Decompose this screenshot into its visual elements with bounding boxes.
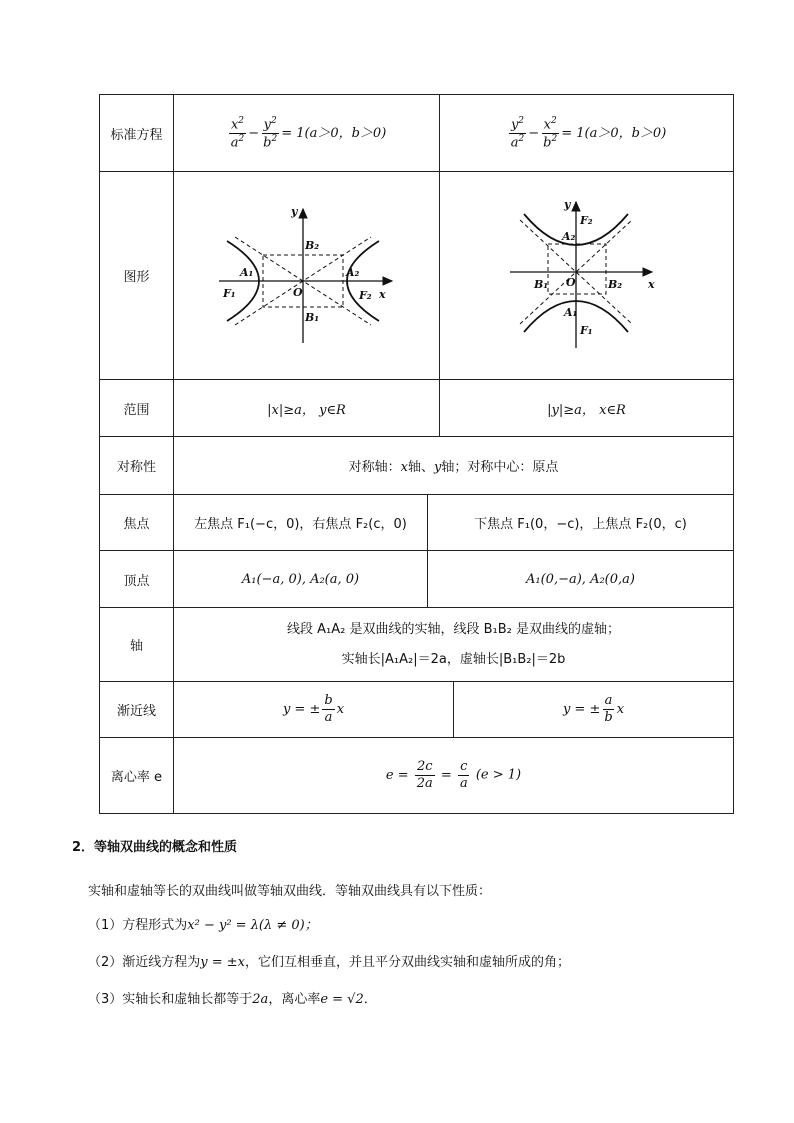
row-asymptote bbox=[100, 682, 734, 738]
property-2: （2）渐近线方程为y = ±x，它们互相垂直，并且平分双曲线实轴和虚轴所成的角； bbox=[88, 955, 571, 970]
row-label: 范围 bbox=[100, 380, 174, 437]
b1-label: B₁ bbox=[304, 310, 319, 324]
axis-line-1: 线段 A₁A₂ 是双曲线的实轴，线段 B₁B₂ 是双曲线的虚轴； bbox=[287, 621, 620, 637]
hyperbola-properties-table bbox=[99, 94, 734, 814]
origin-label: O bbox=[565, 275, 576, 289]
b1-label: B₁ bbox=[533, 277, 548, 291]
asymptote-horizontal: y = ± $\frac{b}{a}$ x bbox=[174, 682, 454, 738]
property-3: （3）实轴长和虚轴长都等于2a，离心率e = √2． bbox=[88, 992, 377, 1007]
a1-label: A₁ bbox=[563, 305, 577, 319]
row-range bbox=[100, 380, 734, 437]
origin-label: O bbox=[292, 285, 303, 299]
a1-label: A₁ bbox=[239, 265, 253, 279]
axis-text bbox=[174, 608, 734, 682]
row-eccentricity bbox=[100, 738, 734, 814]
vertex-horizontal: A₁(−a, 0), A₂(a, 0) bbox=[174, 551, 428, 608]
a2-label: A₂ bbox=[561, 229, 575, 243]
symmetry-text: 对称轴：x轴、y轴；对称中心：原点 bbox=[174, 437, 734, 495]
hyperbola-vertical-figure bbox=[502, 196, 672, 356]
range-vertical: |y|≥a， x∈R bbox=[440, 380, 734, 437]
x-axis-label: x bbox=[378, 287, 386, 301]
f2-label: F₂ bbox=[358, 288, 372, 302]
eccentricity-formula: e = $\frac{2c}{2a}$ = $\frac{c}{a}$ (e > 1) bbox=[174, 738, 734, 814]
graph-horizontal-cell bbox=[174, 172, 440, 380]
equation-condition: 1(a＞0，b＞0) bbox=[576, 125, 667, 141]
range-horizontal: |x|≥a， y∈R bbox=[174, 380, 440, 437]
row-label: 图形 bbox=[100, 172, 174, 380]
row-foci bbox=[100, 495, 734, 551]
row-symmetry bbox=[100, 437, 734, 495]
row-vertex bbox=[100, 551, 734, 608]
row-label: 焦点 bbox=[100, 495, 174, 551]
x-axis-label: x bbox=[647, 277, 655, 291]
section-2-title: 2．等轴双曲线的概念和性质 bbox=[72, 840, 238, 855]
row-label: 对称性 bbox=[100, 437, 174, 495]
section-2-intro: 实轴和虚轴等长的双曲线叫做等轴双曲线．等轴双曲线具有以下性质： bbox=[88, 884, 492, 899]
row-equation bbox=[100, 95, 734, 172]
f1-label: F₁ bbox=[222, 286, 236, 300]
equation-horizontal: $\frac{x^2}{a^2}$ − $\frac{y^2}{b^2}$ = 1(a＞0，b＞0) bbox=[174, 95, 440, 172]
property-1: （1）方程形式为x² − y² = λ(λ ≠ 0)； bbox=[88, 918, 318, 933]
equation-condition: 1(a＞0，b＞0) bbox=[296, 125, 387, 141]
hyperbola-horizontal-figure bbox=[207, 201, 407, 351]
row-label: 顶点 bbox=[100, 551, 174, 608]
row-label: 渐近线 bbox=[100, 682, 174, 738]
axis-line-2: 实轴长|A₁A₂|＝2a，虚轴长|B₁B₂|＝2b bbox=[341, 651, 566, 667]
f2-label: F₂ bbox=[579, 213, 593, 227]
b2-label: B₂ bbox=[607, 277, 622, 291]
foci-vertical: 下焦点 F₁(0，−c)，上焦点 F₂(0，c) bbox=[428, 495, 734, 551]
a2-label: A₂ bbox=[345, 265, 359, 279]
b2-label: B₂ bbox=[304, 238, 319, 252]
equation-vertical: $\frac{y^2}{a^2}$ − $\frac{x^2}{b^2}$ = 1(a＞0，b＞0) bbox=[440, 95, 734, 172]
y-axis-label: y bbox=[290, 204, 297, 218]
row-label: 标准方程 bbox=[100, 95, 174, 172]
vertex-vertical: A₁(0,−a), A₂(0,a) bbox=[428, 551, 734, 608]
row-label: 离心率 e bbox=[100, 738, 174, 814]
row-label: 轴 bbox=[100, 608, 174, 682]
row-graph bbox=[100, 172, 734, 380]
graph-vertical-cell bbox=[440, 172, 734, 380]
f1-label: F₁ bbox=[579, 323, 593, 337]
foci-horizontal: 左焦点 F₁(−c，0)，右焦点 F₂(c，0) bbox=[174, 495, 428, 551]
asymptote-vertical: y = ± $\frac{a}{b}$ x bbox=[454, 682, 734, 738]
y-axis-label: y bbox=[563, 197, 570, 211]
row-axis bbox=[100, 608, 734, 682]
